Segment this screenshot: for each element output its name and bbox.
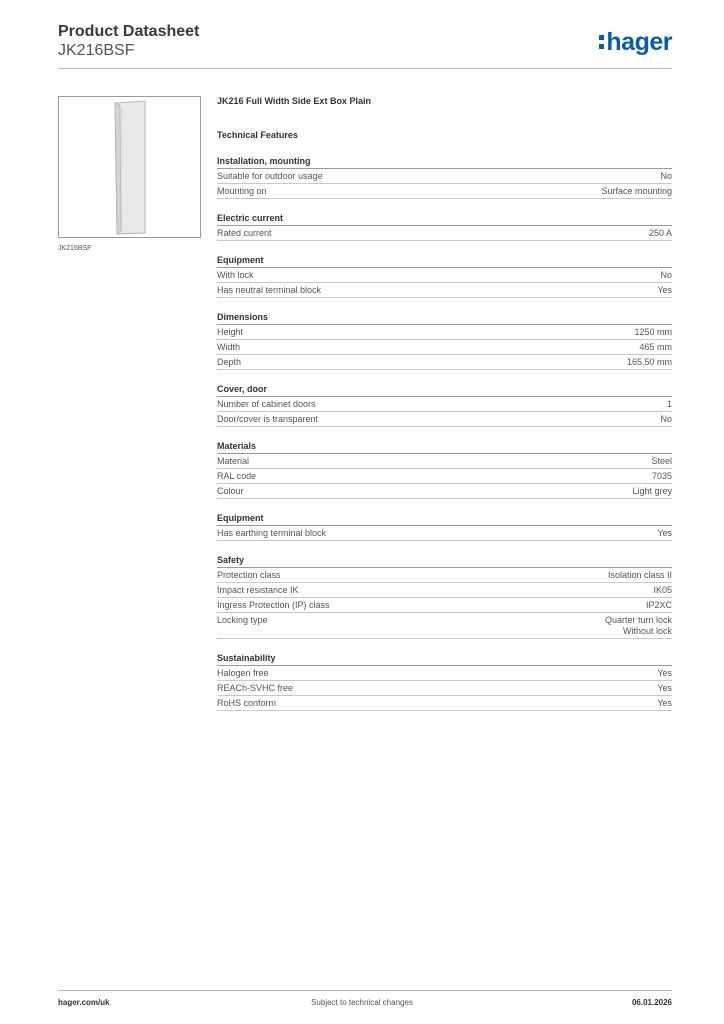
footer-divider bbox=[58, 990, 672, 991]
spec-label: RAL code bbox=[217, 471, 257, 481]
spec-row bbox=[217, 454, 672, 469]
spec-label: Suitable for outdoor usage bbox=[217, 171, 323, 181]
spec-section bbox=[217, 254, 672, 298]
spec-value bbox=[657, 698, 672, 709]
spec-label: Locking type bbox=[217, 615, 268, 625]
spec-value-line: Yes bbox=[657, 683, 672, 693]
footer-date: 06.01.2026 bbox=[631, 998, 672, 1007]
spec-value bbox=[627, 357, 672, 368]
spec-row bbox=[217, 696, 672, 711]
spec-value bbox=[660, 270, 672, 281]
product-name: JK216 Full Width Side Ext Box Plain bbox=[217, 96, 371, 106]
technical-features-heading: Technical Features bbox=[217, 130, 298, 140]
spec-label: Door/cover is transparent bbox=[217, 414, 319, 424]
spec-value bbox=[657, 668, 672, 679]
spec-row bbox=[217, 340, 672, 355]
spec-label: Has neutral terminal block bbox=[217, 285, 322, 295]
spec-row bbox=[217, 268, 672, 283]
spec-label: Width bbox=[217, 342, 241, 352]
spec-value-line: No bbox=[660, 414, 672, 424]
spec-label: With lock bbox=[217, 270, 254, 280]
spec-value-line: 465 mm bbox=[639, 342, 672, 352]
spec-value-line: Steel bbox=[651, 456, 672, 466]
spec-value-line: Yes bbox=[657, 698, 672, 708]
header-divider bbox=[58, 68, 672, 69]
section-title: Equipment bbox=[217, 512, 672, 526]
spec-section bbox=[217, 554, 672, 639]
spec-row bbox=[217, 226, 672, 241]
spec-value-line: IK05 bbox=[653, 585, 672, 595]
spec-value bbox=[608, 570, 672, 581]
spec-value bbox=[667, 399, 672, 410]
spec-value-line: Light grey bbox=[632, 486, 672, 496]
enclosure-panel-icon bbox=[59, 97, 200, 237]
spec-value-line: IP2XC bbox=[645, 600, 672, 610]
spec-label: Height bbox=[217, 327, 244, 337]
spec-row bbox=[217, 469, 672, 484]
logo-text: hager bbox=[606, 28, 672, 56]
spec-value-line: No bbox=[660, 171, 672, 181]
spec-value-line: Yes bbox=[657, 668, 672, 678]
spec-label: RoHS conform bbox=[217, 698, 277, 708]
footer-website[interactable]: hager.com/uk bbox=[58, 998, 110, 1007]
spec-value bbox=[605, 615, 672, 637]
spec-value-line: 250 A bbox=[648, 228, 672, 238]
product-reference: JK216BSF bbox=[58, 42, 135, 59]
spec-value-line: Yes bbox=[657, 285, 672, 295]
spec-label: Impact resistance IK bbox=[217, 585, 299, 595]
section-title: Sustainability bbox=[217, 652, 672, 666]
spec-row bbox=[217, 355, 672, 370]
spec-row bbox=[217, 666, 672, 681]
spec-row bbox=[217, 283, 672, 298]
spec-value-line: 1250 mm bbox=[634, 327, 672, 337]
spec-value bbox=[649, 228, 672, 239]
spec-value-line: Without lock bbox=[622, 626, 672, 636]
spec-section bbox=[217, 652, 672, 711]
spec-label: Has earthing terminal block bbox=[217, 528, 327, 538]
spec-label: Colour bbox=[217, 486, 244, 496]
spec-value-line: Quarter turn lock bbox=[604, 615, 672, 625]
spec-row bbox=[217, 397, 672, 412]
spec-section bbox=[217, 440, 672, 499]
spec-row bbox=[217, 169, 672, 184]
spec-sections bbox=[217, 155, 672, 711]
spec-row bbox=[217, 325, 672, 340]
spec-value-line: Isolation class II bbox=[607, 570, 672, 580]
spec-value bbox=[653, 585, 672, 596]
spec-row bbox=[217, 412, 672, 427]
page-header bbox=[58, 22, 199, 60]
spec-value-line: 7035 bbox=[651, 471, 672, 481]
spec-row bbox=[217, 583, 672, 598]
spec-row bbox=[217, 598, 672, 613]
spec-row bbox=[217, 613, 672, 639]
spec-label: Rated current bbox=[217, 228, 272, 238]
spec-value-line: No bbox=[660, 270, 672, 280]
logo-colon-icon bbox=[599, 33, 604, 51]
spec-value bbox=[651, 456, 672, 467]
section-title: Electric current bbox=[217, 212, 672, 226]
section-title: Dimensions bbox=[217, 311, 672, 325]
spec-row bbox=[217, 184, 672, 199]
spec-label: Halogen free bbox=[217, 668, 269, 678]
footer-disclaimer: Subject to technical changes bbox=[311, 998, 413, 1007]
spec-value bbox=[660, 414, 672, 425]
section-title: Safety bbox=[217, 554, 672, 568]
spec-row bbox=[217, 681, 672, 696]
spec-section bbox=[217, 512, 672, 541]
spec-row bbox=[217, 568, 672, 583]
spec-label: Protection class bbox=[217, 570, 281, 580]
spec-value bbox=[601, 186, 672, 197]
spec-label: Ingress Protection (IP) class bbox=[217, 600, 330, 610]
spec-value-line: Yes bbox=[657, 528, 672, 538]
image-caption: JK216BSF bbox=[58, 245, 92, 252]
spec-value bbox=[652, 471, 672, 482]
section-title: Installation, mounting bbox=[217, 155, 672, 169]
spec-value bbox=[639, 342, 672, 353]
spec-section bbox=[217, 311, 672, 370]
spec-label: Material bbox=[217, 456, 250, 466]
spec-value bbox=[632, 486, 672, 497]
section-title: Cover, door bbox=[217, 383, 672, 397]
spec-row bbox=[217, 484, 672, 499]
product-image-frame bbox=[58, 96, 201, 238]
section-title: Materials bbox=[217, 440, 672, 454]
spec-label: Mounting on bbox=[217, 186, 267, 196]
spec-value bbox=[634, 327, 672, 338]
spec-value-line: 1 bbox=[666, 399, 672, 409]
hager-logo bbox=[599, 28, 672, 56]
spec-value-line: Surface mounting bbox=[601, 186, 672, 196]
spec-section bbox=[217, 212, 672, 241]
spec-label: Number of cabinet doors bbox=[217, 399, 316, 409]
spec-value bbox=[657, 528, 672, 539]
spec-value bbox=[646, 600, 672, 611]
spec-value-line: 165.50 mm bbox=[626, 357, 672, 367]
document-title: Product Datasheet bbox=[58, 23, 200, 40]
section-title: Equipment bbox=[217, 254, 672, 268]
spec-label: Depth bbox=[217, 357, 242, 367]
spec-label: REACh-SVHC free bbox=[217, 683, 294, 693]
spec-section bbox=[217, 383, 672, 427]
spec-panel bbox=[217, 95, 672, 711]
spec-value bbox=[657, 683, 672, 694]
spec-section bbox=[217, 155, 672, 199]
spec-row bbox=[217, 526, 672, 541]
spec-value bbox=[657, 285, 672, 296]
spec-value bbox=[660, 171, 672, 182]
